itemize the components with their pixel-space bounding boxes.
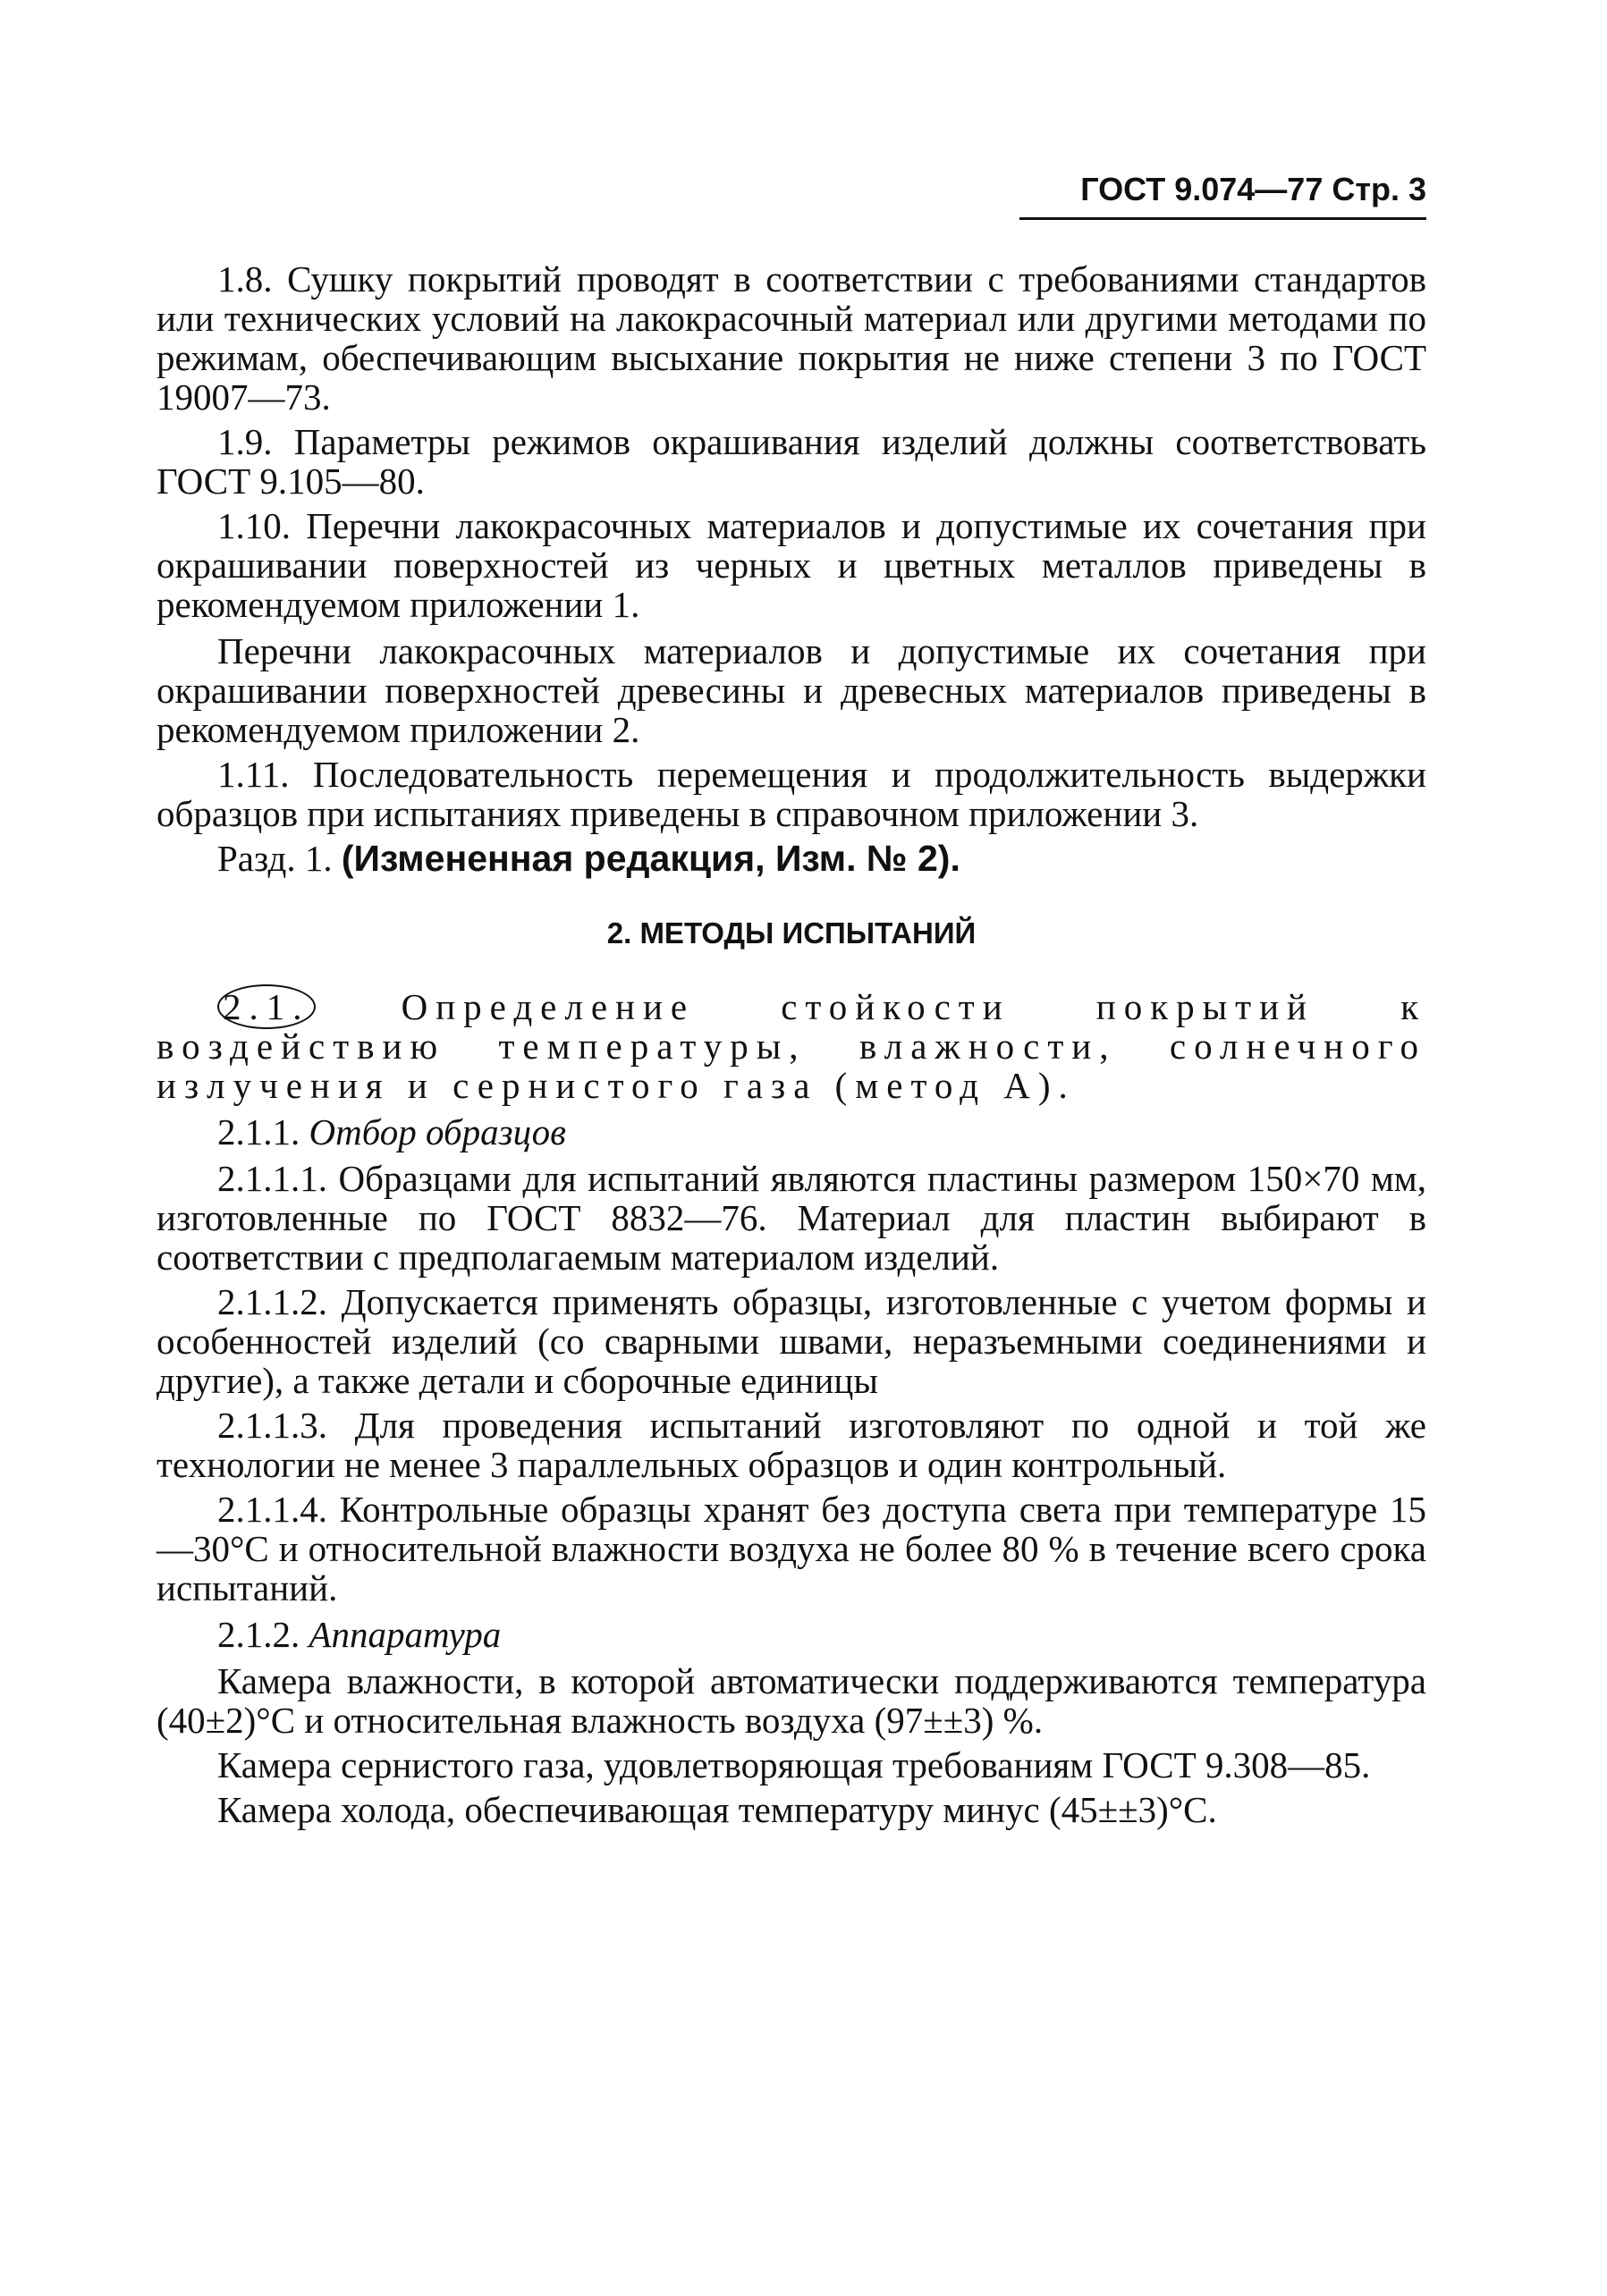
paragraph-2-1-1-1: 2.1.1.1. Образцами для испытаний являются пластины размером 150×70 мм, изготовленные по ГОСТ 8832—76. Материал для пластин выбирают в соответствии с предполагаемым материалом изделий. [156,1158,1426,1278]
paragraph-2-1-text: Определение стойкости покрытий к воздействию температуры, влажности, солнечного излучения и сернистого газа (метод А). [156,986,1426,1106]
amendment-bold: (Измененная редакция, Изм. № 2). [341,838,960,879]
paragraph-2-1 [156,987,1426,1105]
document-body [156,259,1426,1829]
paragraph-2-1-1-number: 2.1.1. [217,1111,309,1152]
apparatus-sulfur-chamber: Камера сернистого газа, удовлетворяющая требованиям ГОСТ 9.308—85. [217,1744,1371,1785]
paragraph-1-8: 1.8. Сушку покрытий проводят в соответствии с требованиями стандартов или технических условий на лакокрасочный материал или другими методами по режимам, обеспечивающим высыхание покрытия не ниже степени 3 по ГОСТ 19007—73. [156,258,1426,418]
section-heading: 2. МЕТОДЫ ИСПЫТАНИЙ [606,916,977,950]
amendment-note [156,839,1426,878]
paragraph-2-1-1-title: Отбор образцов [309,1111,566,1152]
apparatus-humidity-chamber: Камера влажности, в которой автоматически поддерживаются температура (40±2)°С и относительная влажность воздуха (97±±3) %. [156,1660,1426,1741]
paragraph-2-1-2 [156,1615,1426,1654]
paragraph-1-10-continued: Перечни лакокрасочных материалов и допустимые их сочетания при окрашивании поверхностей древесины и древесных материалов приведены в рекомендуемом приложении 2. [156,630,1426,750]
paragraph-2-1-2-number: 2.1.2. [217,1614,309,1655]
paragraph-1-9: 1.9. Параметры режимов окрашивания изделий должны соответствовать ГОСТ 9.105—80. [156,421,1426,502]
amendment-prefix: Разд. 1. [217,838,342,879]
paragraph-2-1-number: 2.1. [217,984,316,1029]
paragraph-1-11: 1.11. Последовательность перемещения и продолжительность выдержки образцов при испытаниях приведены в справочном приложении 3. [156,754,1426,834]
paragraph-2-1-1 [156,1112,1426,1152]
page-header: ГОСТ 9.074—77 Стр. 3 [1080,171,1426,207]
apparatus-cold-chamber: Камера холода, обеспечивающая температуру минус (45±±3)°С. [217,1789,1217,1830]
paragraph-2-1-1-2: 2.1.1.2. Допускается применять образцы, изготовленные с учетом формы и особенностей изделий (со сварными швами, неразъемными соединениями и другие), а также детали и сборочные единицы [156,1281,1426,1401]
paragraph-2-1-1-3: 2.1.1.3. Для проведения испытаний изготовляют по одной и той же технологии не менее 3 параллельных образцов и один контрольный. [156,1405,1426,1485]
paragraph-2-1-1-4: 2.1.1.4. Контрольные образцы хранят без доступа света при температуре 15—30°С и относительной влажности воздуха не более 80 % в течение всего срока испытаний. [156,1489,1426,1608]
paragraph-2-1-2-title: Аппаратура [309,1614,502,1655]
header-rule [1019,217,1426,220]
paragraph-1-10: 1.10. Перечни лакокрасочных материалов и допустимые их сочетания при окрашивании поверхностей из черных и цветных металлов приведены в рекомендуемом приложении 1. [156,505,1426,625]
